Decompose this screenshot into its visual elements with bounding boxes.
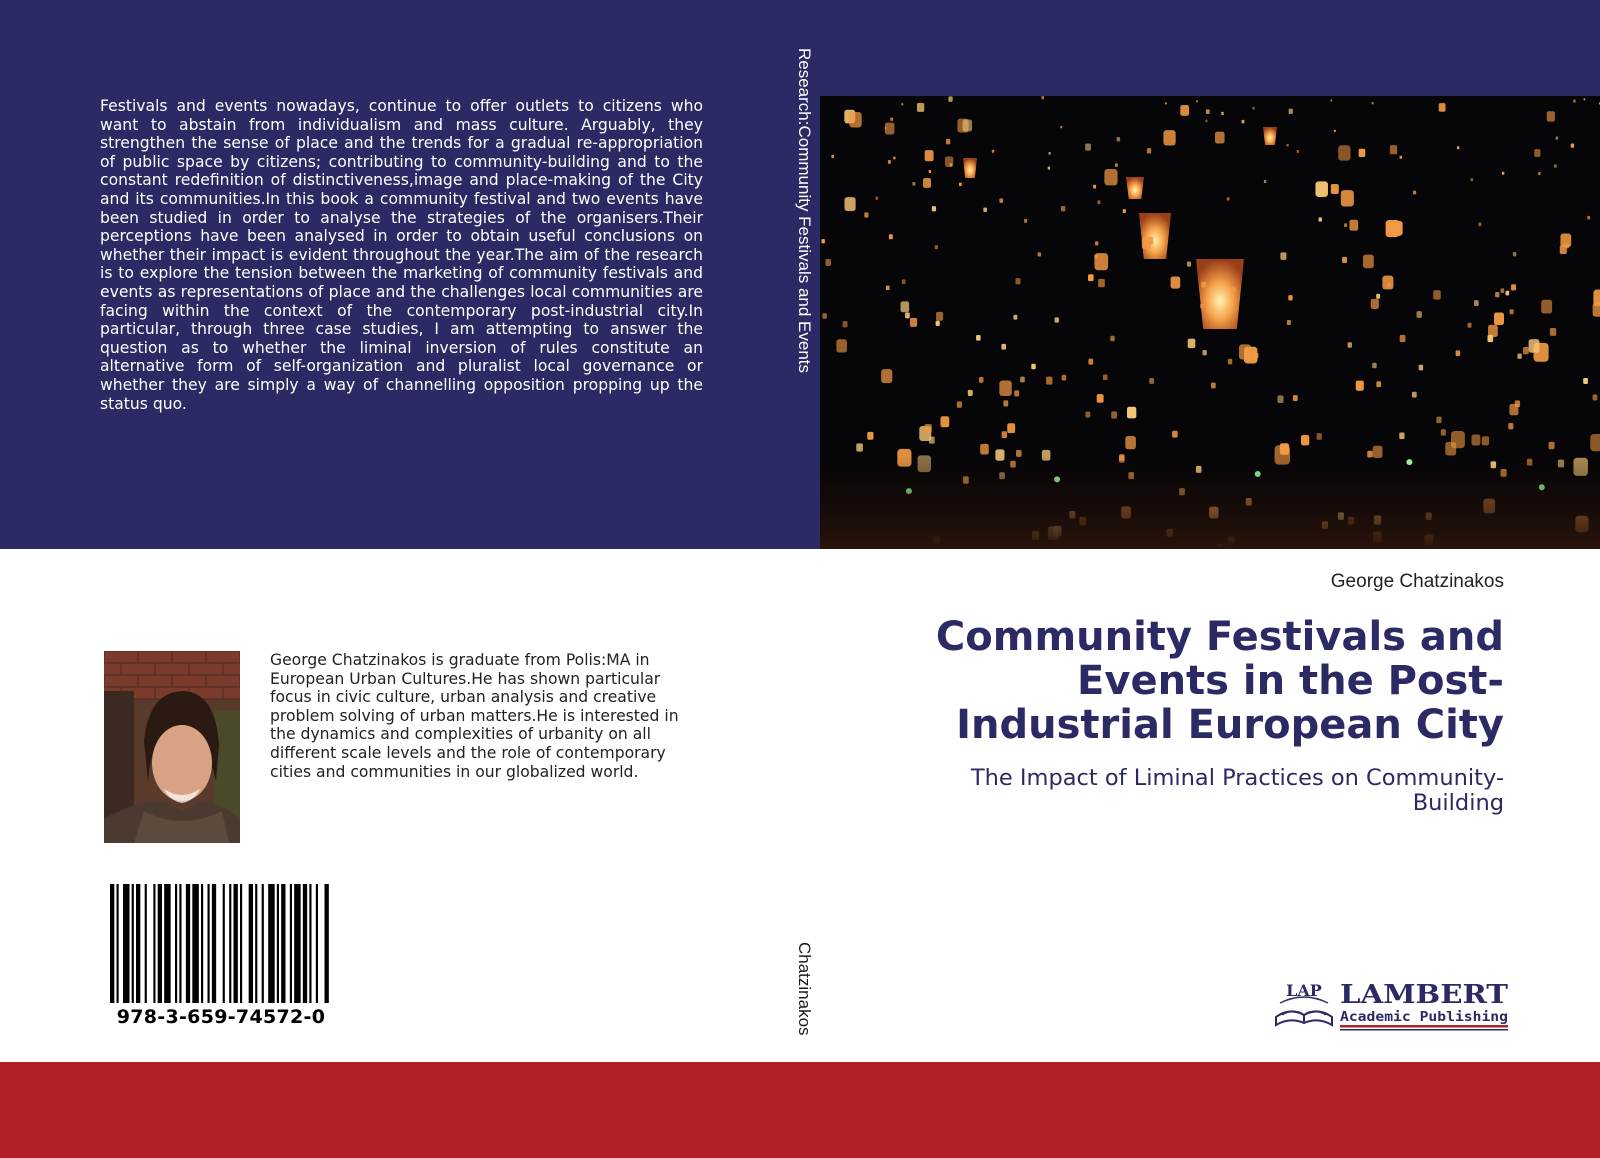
lantern bbox=[1571, 144, 1574, 148]
lantern bbox=[1315, 181, 1328, 197]
barcode-bar bbox=[153, 884, 155, 1003]
lantern bbox=[1487, 335, 1493, 342]
lantern bbox=[917, 103, 924, 112]
lantern bbox=[1115, 163, 1118, 167]
lantern bbox=[889, 234, 893, 239]
lantern bbox=[1060, 126, 1062, 128]
book-title: Community Festivals and Events in the Post-Industrial European City bbox=[935, 614, 1504, 748]
lantern bbox=[1163, 130, 1175, 145]
barcode-bar bbox=[255, 884, 257, 1003]
lantern bbox=[822, 313, 826, 319]
lantern bbox=[893, 157, 895, 160]
lantern bbox=[1400, 335, 1406, 342]
lantern bbox=[1241, 120, 1244, 124]
lantern bbox=[1123, 209, 1126, 213]
lantern bbox=[1511, 284, 1516, 290]
lantern bbox=[1386, 220, 1400, 237]
lantern bbox=[1400, 156, 1402, 159]
barcode-bar bbox=[223, 884, 225, 1003]
lantern bbox=[1188, 339, 1196, 349]
lantern bbox=[936, 312, 943, 321]
lantern bbox=[1500, 288, 1504, 293]
lantern bbox=[1344, 223, 1347, 227]
lantern bbox=[1506, 291, 1510, 296]
barcode-bar bbox=[117, 884, 119, 1003]
lantern bbox=[1550, 328, 1556, 336]
lantern bbox=[1055, 317, 1059, 322]
lantern bbox=[1110, 336, 1114, 341]
barcode-bar bbox=[309, 884, 311, 1003]
lantern bbox=[1227, 197, 1230, 200]
lantern bbox=[876, 196, 879, 199]
logo-mark-text: LAP bbox=[1286, 981, 1322, 1000]
lantern bbox=[1541, 300, 1552, 314]
lantern bbox=[1147, 237, 1153, 245]
lantern bbox=[885, 123, 895, 135]
publisher-tagline-text: Academic Publishing bbox=[1340, 1009, 1508, 1025]
lantern bbox=[905, 313, 910, 319]
lantern bbox=[1494, 312, 1504, 325]
lantern bbox=[1221, 112, 1223, 115]
lantern bbox=[1201, 282, 1206, 288]
barcode-bar bbox=[240, 884, 242, 1003]
lantern bbox=[983, 207, 987, 212]
barcode-bar bbox=[186, 884, 190, 1003]
lantern bbox=[1573, 100, 1575, 103]
lantern bbox=[1287, 320, 1291, 325]
barcode-bar bbox=[249, 884, 253, 1003]
barcode-bar bbox=[201, 884, 203, 1003]
author-photo bbox=[104, 651, 240, 843]
lantern bbox=[856, 443, 863, 451]
lantern bbox=[843, 321, 848, 327]
lantern bbox=[1334, 130, 1336, 132]
lantern bbox=[1149, 378, 1154, 384]
lantern bbox=[979, 377, 984, 383]
lantern bbox=[1097, 200, 1100, 204]
lantern bbox=[1205, 120, 1207, 123]
lantern bbox=[1172, 431, 1178, 438]
lantern bbox=[945, 157, 953, 167]
lantern bbox=[1104, 169, 1117, 185]
lantern bbox=[1330, 99, 1332, 101]
lantern bbox=[1436, 417, 1441, 424]
lantern bbox=[1513, 252, 1516, 256]
lantern bbox=[1583, 378, 1588, 384]
lantern bbox=[1349, 220, 1358, 231]
lantern bbox=[1094, 253, 1108, 270]
lantern bbox=[1297, 150, 1299, 153]
lantern bbox=[1171, 276, 1181, 288]
barcode-bar bbox=[212, 884, 216, 1003]
barcode-bar bbox=[316, 884, 318, 1003]
lantern bbox=[1387, 282, 1391, 287]
lantern bbox=[1587, 216, 1590, 220]
barcode-bar bbox=[179, 884, 181, 1003]
lantern bbox=[1412, 392, 1417, 398]
lantern bbox=[980, 444, 989, 455]
lantern bbox=[1031, 364, 1035, 370]
lantern bbox=[1560, 245, 1567, 254]
lantern bbox=[1232, 287, 1236, 292]
barcode-bar bbox=[192, 884, 199, 1003]
lantern bbox=[940, 416, 949, 427]
lantern bbox=[1457, 146, 1459, 149]
publisher-logo bbox=[1268, 977, 1518, 1033]
lantern bbox=[825, 259, 831, 266]
lantern bbox=[1348, 342, 1352, 347]
lantern bbox=[1263, 127, 1277, 145]
lantern bbox=[1523, 347, 1529, 354]
barcode-bar bbox=[281, 884, 285, 1003]
lantern bbox=[1147, 148, 1151, 153]
lantern bbox=[959, 183, 962, 186]
lantern bbox=[1341, 190, 1354, 206]
lantern bbox=[1103, 374, 1108, 380]
lantern bbox=[1534, 149, 1540, 157]
lantern bbox=[1356, 381, 1364, 391]
lantern bbox=[1441, 429, 1446, 435]
lantern bbox=[1372, 102, 1374, 104]
lantern bbox=[1417, 311, 1422, 318]
lantern bbox=[849, 112, 861, 127]
lantern bbox=[1196, 259, 1244, 329]
lantern bbox=[1049, 152, 1051, 155]
lantern bbox=[1020, 377, 1025, 383]
lantern bbox=[1127, 407, 1136, 419]
lantern bbox=[910, 318, 917, 327]
lantern bbox=[1371, 299, 1379, 309]
lantern bbox=[1547, 111, 1555, 121]
lantern bbox=[912, 182, 915, 186]
lantern bbox=[1399, 432, 1404, 439]
lantern bbox=[1253, 107, 1255, 110]
lantern bbox=[1015, 278, 1020, 284]
lantern bbox=[1196, 100, 1198, 102]
barcode-bar bbox=[325, 884, 329, 1003]
lantern bbox=[1509, 404, 1518, 415]
lantern bbox=[886, 286, 890, 291]
lantern bbox=[1041, 96, 1044, 99]
barcode-bar bbox=[136, 884, 140, 1003]
lantern bbox=[963, 120, 973, 132]
lantern bbox=[901, 103, 903, 105]
lantern bbox=[1508, 423, 1513, 429]
lantern bbox=[1215, 132, 1225, 144]
barcode-bar bbox=[229, 884, 231, 1003]
lantern bbox=[1088, 274, 1094, 281]
barcode-bar bbox=[234, 884, 238, 1003]
book-subtitle: The Impact of Liminal Practices on Community-Building bbox=[970, 765, 1504, 816]
lantern bbox=[1001, 344, 1006, 350]
lantern bbox=[929, 437, 935, 444]
lantern bbox=[1419, 365, 1423, 371]
barcode-bar bbox=[294, 884, 301, 1003]
lantern bbox=[1002, 431, 1007, 438]
publisher-name-text: LAMBERT bbox=[1340, 980, 1509, 1010]
lantern bbox=[925, 424, 932, 433]
barcode-bar bbox=[123, 884, 130, 1003]
barcode-bar bbox=[262, 884, 264, 1003]
lantern bbox=[1331, 184, 1339, 194]
lantern bbox=[1495, 292, 1499, 297]
lantern bbox=[1180, 105, 1189, 116]
lantern bbox=[992, 150, 994, 153]
lantern bbox=[1301, 435, 1309, 445]
lantern bbox=[1456, 350, 1461, 356]
lantern bbox=[925, 150, 934, 161]
lantern bbox=[1338, 145, 1350, 160]
lantern bbox=[957, 401, 962, 407]
back-cover-blurb: Festivals and events nowadays, continue to offer outlets to citizens who want to abstain from individualism and mass culture. Arguably, they strengthen the sense of place and the trends for a gradual re-appropriation of public space by citizens; contributing to community-building and to the constant redefinition of distinctiveness,image and place-making of the City and its communities.In this book a community festival and two events have been studied in order to analyse the strategies of the organisers.Their perceptions have been analysed in order to obtain useful conclusions on whether their impact is evident throughout the year.The aim of the research is to explore the tension between the marketing of community festivals and events as representations of place and the challenges local communities are facing within the context of the contemporary post-industrial city.In particular, through three case studies, I am attempting to answer the question as to whether the liminal inversion of rules constitute an alternative form of self-organization and pluralist local governance or whether they are simply a way of channelling opposition propping up the status quo. bbox=[100, 97, 703, 413]
lantern bbox=[1085, 411, 1090, 417]
spine-title: Research:Community Festivals and Events bbox=[795, 48, 814, 374]
lantern bbox=[999, 198, 1003, 202]
lantern bbox=[1024, 219, 1027, 223]
lantern bbox=[1376, 294, 1380, 299]
barcode-bar bbox=[164, 884, 171, 1003]
lantern bbox=[946, 139, 950, 144]
lantern bbox=[976, 335, 980, 341]
lantern bbox=[1471, 178, 1474, 181]
lantern bbox=[1014, 390, 1019, 396]
lantern bbox=[836, 339, 847, 352]
lantern bbox=[1471, 434, 1480, 445]
author-bio: George Chatzinakos is graduate from Polis:MA in European Urban Cultures.He has shown particular focus in civic culture, urban analysis and creative problem solving of urban matters.He is interested in the dynamics and complexities of urbanity on all different scale levels and the role of contemporary cities and communities in our globalized world. bbox=[270, 651, 679, 781]
lantern bbox=[1097, 394, 1104, 403]
cover-photo-sky-lanterns bbox=[820, 96, 1600, 549]
lantern bbox=[1510, 309, 1514, 314]
lantern bbox=[1289, 109, 1293, 114]
lantern bbox=[1200, 304, 1204, 309]
lantern bbox=[1317, 433, 1322, 440]
barcode-bar bbox=[208, 884, 210, 1003]
spine-author: Chatzinakos bbox=[795, 942, 814, 1036]
lantern bbox=[1584, 98, 1586, 100]
bottom-red-band bbox=[0, 1062, 1600, 1158]
isbn-number: 978-3-659-74572-0 bbox=[116, 1006, 326, 1028]
lantern bbox=[1280, 252, 1286, 260]
lantern bbox=[1556, 136, 1559, 139]
lantern bbox=[1264, 180, 1266, 183]
lantern bbox=[1228, 359, 1232, 365]
lantern bbox=[1474, 300, 1479, 306]
lantern bbox=[1203, 350, 1207, 355]
lantern bbox=[948, 96, 952, 101]
barcode-bar bbox=[110, 884, 114, 1003]
lantern bbox=[936, 321, 940, 326]
lantern bbox=[1293, 395, 1298, 401]
lantern bbox=[901, 301, 910, 312]
lantern bbox=[890, 118, 893, 121]
lantern bbox=[1376, 381, 1381, 387]
lantern bbox=[923, 178, 931, 188]
barcode-bar bbox=[145, 884, 147, 1003]
lantern bbox=[1277, 395, 1283, 403]
lantern bbox=[1451, 431, 1465, 448]
lantern bbox=[1046, 377, 1052, 385]
lantern bbox=[1363, 255, 1374, 269]
lantern bbox=[1319, 217, 1322, 221]
lantern bbox=[1038, 252, 1041, 256]
isbn-barcode bbox=[110, 884, 331, 1003]
lantern bbox=[1288, 295, 1292, 300]
lantern bbox=[929, 170, 931, 173]
lantern bbox=[1061, 206, 1065, 211]
lantern bbox=[1439, 103, 1446, 112]
lantern bbox=[888, 160, 891, 164]
lantern bbox=[881, 369, 892, 383]
lantern bbox=[1093, 185, 1096, 189]
lantern bbox=[1433, 290, 1441, 299]
barcode-bar bbox=[290, 884, 292, 1003]
lantern bbox=[1125, 436, 1136, 449]
lantern bbox=[1372, 363, 1376, 369]
lantern bbox=[932, 206, 936, 211]
lantern bbox=[1126, 177, 1144, 199]
lantern bbox=[1098, 279, 1105, 287]
barcode-bar bbox=[132, 884, 134, 1003]
lantern bbox=[1554, 164, 1557, 167]
lantern bbox=[1482, 436, 1489, 445]
lantern bbox=[1111, 411, 1117, 418]
lantern bbox=[1549, 442, 1555, 450]
lantern bbox=[1211, 383, 1216, 389]
book-emblem-icon bbox=[1276, 1011, 1332, 1025]
lantern bbox=[1062, 375, 1067, 381]
lantern bbox=[1593, 394, 1598, 400]
lantern bbox=[1517, 353, 1521, 358]
lantern bbox=[1280, 443, 1289, 455]
lantern bbox=[1139, 213, 1171, 259]
lantern bbox=[1287, 144, 1289, 147]
lantern bbox=[867, 432, 873, 440]
lantern bbox=[963, 158, 977, 178]
lantern bbox=[1593, 289, 1600, 306]
lantern bbox=[1390, 145, 1397, 154]
lantern bbox=[1095, 241, 1098, 245]
barcode-bar bbox=[277, 884, 279, 1003]
lantern bbox=[1088, 359, 1093, 365]
lantern bbox=[1590, 434, 1600, 451]
lantern bbox=[1117, 137, 1121, 142]
lantern bbox=[1003, 400, 1008, 406]
lantern bbox=[1538, 172, 1540, 175]
barcode-bar bbox=[268, 884, 275, 1003]
lantern bbox=[935, 245, 938, 249]
lantern bbox=[1016, 450, 1022, 457]
lantern bbox=[1206, 109, 1210, 114]
lantern bbox=[1048, 167, 1050, 170]
lantern bbox=[902, 279, 906, 284]
lantern bbox=[1468, 323, 1472, 328]
lantern bbox=[1529, 339, 1540, 353]
lantern bbox=[1244, 347, 1257, 364]
lantern bbox=[968, 390, 973, 396]
barcode-bar bbox=[303, 884, 307, 1003]
lantern bbox=[1187, 262, 1191, 267]
lantern bbox=[864, 212, 868, 217]
lantern bbox=[831, 155, 834, 158]
lantern bbox=[821, 239, 824, 243]
front-cover-author: George Chatzinakos bbox=[1330, 571, 1504, 592]
barcode-bar bbox=[175, 884, 177, 1003]
lantern bbox=[1502, 172, 1504, 175]
lantern bbox=[1342, 257, 1347, 263]
lantern bbox=[1560, 234, 1571, 247]
lantern bbox=[1085, 143, 1091, 150]
lantern bbox=[1413, 191, 1416, 195]
lantern bbox=[1013, 315, 1017, 320]
lantern bbox=[1007, 423, 1015, 433]
lantern bbox=[1359, 149, 1366, 157]
lantern bbox=[1478, 222, 1481, 226]
lantern bbox=[844, 197, 855, 211]
barcode-bar bbox=[158, 884, 162, 1003]
lantern bbox=[1165, 102, 1167, 104]
lantern bbox=[999, 380, 1011, 396]
